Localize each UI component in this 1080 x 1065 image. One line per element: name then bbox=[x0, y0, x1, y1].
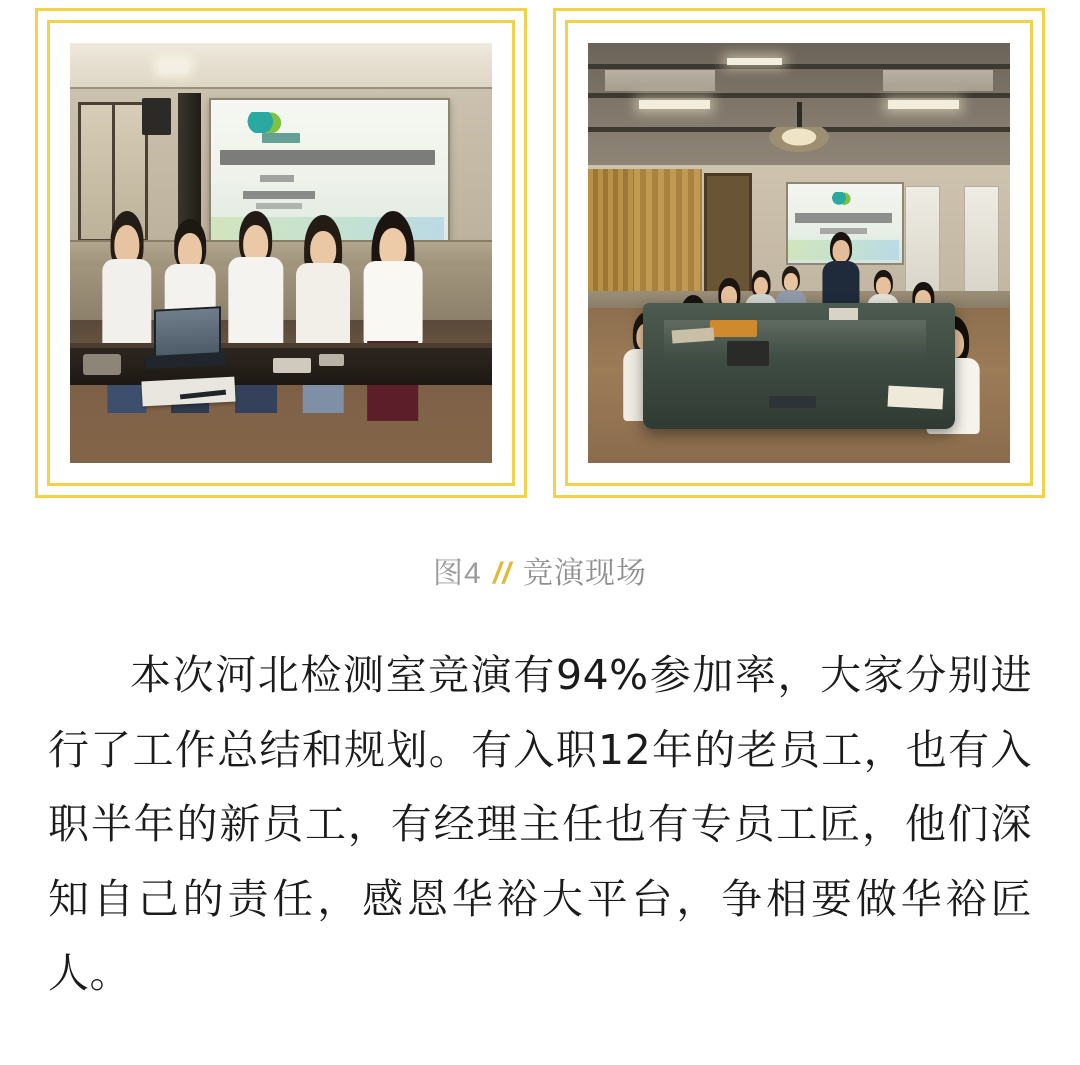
photo2-notebook-left bbox=[672, 327, 715, 343]
photo2-chandelier bbox=[769, 127, 828, 152]
photo2-ceiling-light-1 bbox=[639, 100, 711, 109]
article-paragraph: 本次河北检测室竞演有94%参加率，大家分别进行了工作总结和规划。有入职12年的老员工，也有入职半年的新员工，有经理主任也有专员工匠，他们深知自己的责任，感恩华裕大平台，争相要做华裕匠人。 bbox=[48, 651, 1032, 998]
photo1-laptop-screen bbox=[154, 306, 221, 360]
photo2-ceiling-panel-1 bbox=[605, 70, 715, 91]
figure-caption-text: 竞演现场 bbox=[523, 557, 648, 590]
photo-frame-right bbox=[553, 8, 1045, 498]
photo2-slide-title bbox=[795, 213, 892, 223]
photo2-table-box-orange bbox=[710, 320, 756, 337]
photo1-slide-brand-text bbox=[262, 133, 300, 143]
photo1-slide-date bbox=[260, 175, 294, 182]
presentation-room-photo bbox=[70, 43, 492, 463]
photo2-notebook-right bbox=[887, 386, 943, 410]
figure-caption-label: 图4 bbox=[432, 557, 482, 590]
photo1-ceiling-edge bbox=[70, 87, 492, 89]
photo1-desk-item-c bbox=[83, 354, 121, 375]
figure-caption bbox=[0, 548, 1080, 592]
photo2-ceiling-beam-2 bbox=[588, 93, 1010, 98]
photo1-ceiling bbox=[70, 43, 492, 89]
photo1-slide-title bbox=[220, 150, 435, 165]
photo2-ceiling-light-3 bbox=[727, 58, 782, 66]
figure-photo-row bbox=[0, 0, 1080, 498]
photo1-wall-speaker bbox=[142, 98, 172, 136]
photo1-desk-item-a bbox=[273, 358, 311, 373]
photo2-ceiling-beam-1 bbox=[588, 64, 1010, 69]
photo2-ceiling-panel-2 bbox=[883, 70, 993, 91]
photo1-slide-logo-icon bbox=[247, 112, 285, 133]
meeting-room-photo bbox=[588, 43, 1010, 463]
photo1-slide-url bbox=[256, 203, 302, 208]
photo2-curtain-left bbox=[588, 169, 634, 295]
photo1-person-5 bbox=[357, 211, 429, 421]
figure-caption-separator: // bbox=[493, 557, 512, 590]
photo1-ceiling-light bbox=[159, 60, 189, 73]
photo2-ceiling-light-2 bbox=[888, 100, 960, 109]
photo2-air-conditioner-2 bbox=[964, 186, 1000, 297]
photo2-curtain bbox=[634, 169, 702, 295]
photo1-desk-item-b bbox=[319, 354, 344, 367]
photo2-podium-paper bbox=[829, 308, 859, 321]
photo2-air-conditioner-1 bbox=[905, 186, 941, 297]
photo2-tissue-box bbox=[727, 341, 769, 366]
photo-frame-left bbox=[35, 8, 527, 498]
photo2-phone bbox=[769, 396, 815, 409]
photo1-slide-org bbox=[243, 191, 315, 199]
photo2-slide-logo-icon bbox=[831, 192, 852, 205]
